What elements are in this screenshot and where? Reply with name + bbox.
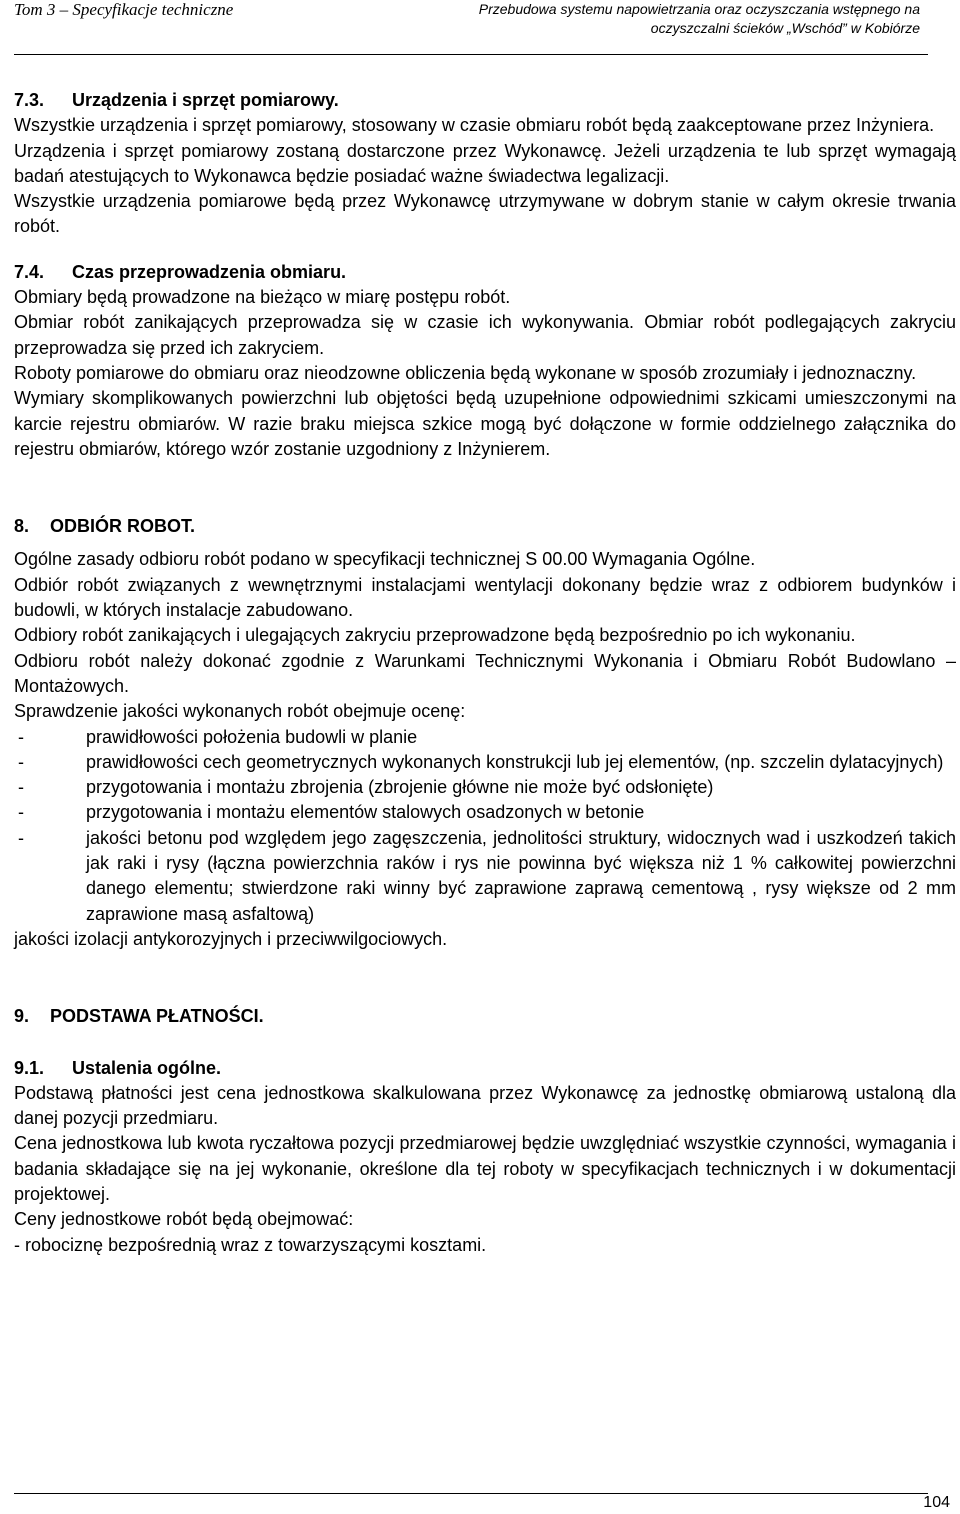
paragraph [14, 1233, 956, 1258]
paragraph: Odbiór robót związanych z wewnętrznymi instalacjami wentylacji dokonany będzie wraz z odbiorem budynków i budowli, w których instalacje zabudowano. [14, 574, 956, 621]
list-item [14, 826, 956, 927]
list-dash: - [18, 827, 24, 848]
list-dash: - [18, 777, 24, 798]
list-item [14, 725, 956, 750]
header-project-line-1: Przebudowa systemu napowietrzania oraz oczyszczania wstępnego na [478, 1, 920, 17]
paragraph: Wszystkie urządzenia i sprzęt pomiarowy, stosowany w czasie obmiaru robót będą zaakceptowane przez Inżyniera. [14, 115, 935, 136]
spacer [14, 462, 956, 514]
section-title: Ustalenia ogólne. [72, 1057, 222, 1078]
list-dash: - [18, 751, 24, 772]
section-heading-9 [14, 1004, 956, 1029]
list-item-text: prawidłowości cech geometrycznych wykonanych konstrukcji lub jej elementów, (np. szczelin dylatacyjnych) [86, 751, 944, 772]
section-number: 7.4. [14, 261, 45, 282]
section-title: Czas przeprowadzenia obmiaru. [72, 261, 347, 282]
section-number: 7.3. [14, 90, 45, 110]
paragraph: Obmiary będą prowadzone na bieżąco w miarę postępu robót. [14, 287, 511, 308]
list-item-text: przygotowania i montażu elementów stalowych osadzonych w betonie [86, 802, 645, 823]
paragraph: jakości izolacji antykorozyjnych i przeciwwilgociowych. [14, 928, 448, 949]
paragraph: Podstawą płatności jest cena jednostkowa skalkulowana przez Wykonawcę za jednostkę obmiarową ustaloną dla danej pozycji przedmiaru. [14, 1082, 956, 1129]
section-heading-8 [14, 514, 956, 539]
header-rule [14, 54, 928, 55]
paragraph: Cena jednostkowa lub kwota ryczałtowa pozycji przedmiarowej będzie uwzględniać wszystkie czynności, wymagania i badania składające się na jej wykonanie, określone dla tej roboty w specyfikacjach technicznych i w dokumentacji projektowej. [14, 1133, 956, 1204]
section-heading-7-4 [14, 260, 956, 285]
page-number: 104 [923, 1494, 950, 1511]
paragraph: Ceny jednostkowe robót będą obejmować: [14, 1209, 354, 1230]
section-title: ODBIÓR ROBOT. [50, 516, 196, 537]
footer-rule [14, 1493, 928, 1494]
paragraph: Obmiar robót zanikających przeprowadza się w czasie ich wykonywania. Obmiar robót podlegających zakryciu przeprowadza się przed ich zakryciem. [14, 312, 956, 358]
paragraph: Odbiory robót zanikających i ulegających zakryciu przeprowadzone będą bezpośrednio po ich wykonaniu. [14, 625, 856, 646]
header-project-title [380, 0, 920, 38]
list-item [14, 800, 956, 825]
section-title: PODSTAWA PŁATNOŚCI. [50, 1006, 264, 1027]
list-dash: - [18, 802, 24, 823]
paragraph: Sprawdzenie jakości wykonanych robót obejmuje ocenę: [14, 701, 466, 722]
section-heading-7-3 [14, 88, 956, 113]
document-body [14, 88, 956, 1258]
spacer [14, 1030, 956, 1056]
list-dash: - [14, 1234, 20, 1255]
paragraph: Odbioru robót należy dokonać zgodnie z Warunkami Technicznymi Wykonania i Obmiaru Robót Budowlano – Montażowych. [14, 650, 956, 696]
section-title: Urządzenia i sprzęt pomiarowy. [72, 90, 339, 110]
list-item-text: jakości betonu pod względem jego zagęszczenia, jednolitości struktury, widocznych wad i uszkodzeń takich jak raki i rysy (łączna powierzchnia raków i rys nie powinna być większa niż 1 % całkowitej powierzchni danego elementu; stwierdzone raki winny być zaprawione zaprawą cementową , rysy większe od 2 mm zaprawione masą asfaltową) [86, 827, 956, 924]
list-item [14, 775, 956, 800]
list-item-text: przygotowania i montażu zbrojenia (zbrojenie główne nie może być odsłonięte) [86, 777, 714, 798]
list-dash: - [18, 726, 24, 747]
spacer [14, 539, 956, 547]
list-item-text: robociznę bezpośrednią wraz z towarzyszącymi kosztami. [25, 1234, 487, 1255]
spacer [14, 952, 956, 1004]
section-number: 9.1. [14, 1057, 45, 1078]
paragraph: Roboty pomiarowe do obmiaru oraz nieodzowne obliczenia będą wykonane w sposób zrozumiały i jednoznaczny. [14, 362, 917, 383]
paragraph: Urządzenia i sprzęt pomiarowy zostaną dostarczone przez Wykonawcę. Jeżeli urządzenia te lub sprzęt wymagają badań atestujących to Wykonawca będzie posiadać ważne świadectwa legalizacji. [14, 140, 956, 186]
spacer [14, 240, 956, 260]
paragraph: Wymiary skomplikowanych powierzchni lub objętości będą uzupełnione odpowiednimi szkicami umieszczonymi na karcie rejestru obmiarów. W razie braku miejsca szkice mogą być dołączone w formie oddzielnego załącznika do rejestru obmiarów, którego wzór zostanie uzgodniony z Inżynierem. [14, 388, 956, 459]
list-item [14, 750, 956, 775]
paragraph: Wszystkie urządzenia pomiarowe będą przez Wykonawcę utrzymywane w dobrym stanie w całym okresie trwania robót. [14, 191, 956, 237]
header-volume-title: Tom 3 – Specyfikacje techniczne [14, 0, 234, 19]
paragraph: Ogólne zasady odbioru robót podano w specyfikacji technicznej S 00.00 Wymagania Ogólne. [14, 549, 756, 570]
list-item-text: prawidłowości położenia budowli w planie [86, 726, 418, 747]
header-project-line-2: oczyszczalni ścieków „Wschód” w Kobiórze [650, 20, 920, 36]
section-heading-9-1 [14, 1056, 956, 1081]
section-number: 9. [14, 1006, 30, 1027]
section-number: 8. [14, 516, 30, 537]
inspection-list [14, 725, 956, 927]
